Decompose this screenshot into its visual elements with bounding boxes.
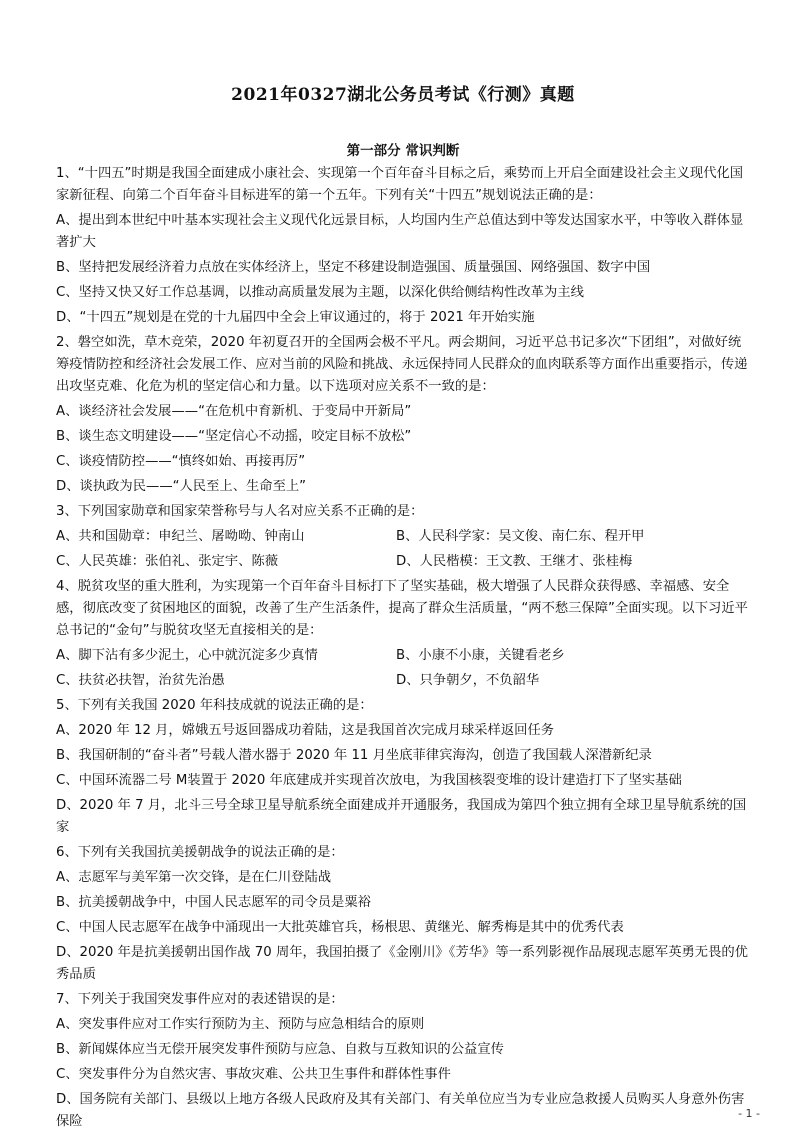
- option-d: D、2020 年 7 月，北斗三号全球卫星导航系统全面建成并开通服务，我国成为第四个独立拥有全球卫星导航系统的国家: [56, 798, 747, 835]
- option-a: A、2020 年 12 月，嫦娥五号返回器成功着陆，这是我国首次完成月球采样返回任务: [56, 723, 555, 738]
- option-c: C、谈疫情防控——“慎终如始、再接再厉”: [56, 454, 306, 469]
- option-b: B、谈生态文明建设——“坚定信心不动摇，咬定目标不放松”: [56, 429, 412, 444]
- option-row: [56, 551, 750, 573]
- option-c: C、坚持又快又好工作总基调，以推动高质量发展为主题，以深化供给侧结构性改革为主线: [56, 285, 584, 300]
- option-row: [56, 526, 750, 548]
- question-7: [56, 989, 750, 1133]
- option-b: B、人民科学家：吴文俊、南仁东、程开甲: [396, 529, 645, 544]
- option-c: C、中国环流器二号 M装置于 2020 年底建成并实现首次放电，为我国核裂变堆的设计建造打下了坚实基础: [56, 773, 682, 788]
- option-b: B、小康不小康，关键看老乡: [396, 648, 565, 663]
- option-b: B、抗美援朝战争中，中国人民志愿军的司令员是粟裕: [56, 895, 371, 910]
- question-4: [56, 576, 750, 692]
- option-d: D、国务院有关部门、县级以上地方各级人民政府及其有关部门、有关单位应当为专业应急救援人员购买人身意外伤害保险: [56, 1092, 745, 1129]
- page-number: - 1 -: [738, 1107, 760, 1120]
- question-stem: 2、磐空如洗，草木竞荣，2020 年初夏召开的全国两会极不平凡。两会期间，习近平总书记多次“下团组”，对做好统筹疫情防控和经济社会发展工作、应对当前的风险和挑战、永远保持同人民群众的血肉联系等方面作出重要指示，传递出攻坚克难、化危为机的坚定信心和力量。以下选项对应关系不一致的是：: [56, 335, 748, 394]
- option-c: C、人民英雄：张伯礼、张定宇、陈薇: [56, 554, 279, 569]
- option-d: D、只争朝夕，不负韶华: [396, 673, 540, 688]
- question-3: [56, 501, 750, 573]
- option-c: C、突发事件分为自然灾害、事故灾难、公共卫生事件和群体性事件: [56, 1067, 451, 1082]
- question-stem: 1、“十四五”时期是我国全面建成小康社会、实现第一个百年奋斗目标之后，乘势而上开启全面建设社会主义现代化国家新征程、向第二个百年奋斗目标进军的第一个五年。下列有关“十四五”规划说法正确的是：: [56, 166, 744, 203]
- option-d: D、人民楷模：王文教、王继才、张桂梅: [396, 554, 633, 569]
- option-a: A、脚下沾有多少泥土，心中就沉淀多少真情: [56, 648, 318, 663]
- option-b: B、我国研制的“奋斗者”号载人潜水器于 2020 年 11 月坐底菲律宾海沟，创造了我国载人深潜新纪录: [56, 748, 652, 763]
- document-title: 2021年0327湖北公务员考试《行测》真题: [231, 85, 575, 105]
- question-stem: 4、脱贫攻坚的重大胜利，为实现第一个百年奋斗目标打下了坚实基础，极大增强了人民群众获得感、幸福感、安全感，彻底改变了贫困地区的面貌，改善了生产生活条件，提高了群众生活质量，“两不愁三保障”全面实现。以下习近平总书记的“金句”与脱贫攻坚无直接相关的是：: [56, 579, 748, 638]
- option-row: [56, 645, 750, 667]
- question-1: [56, 163, 750, 329]
- question-5: [56, 695, 750, 839]
- section-title: 第一部分 常识判断: [346, 143, 460, 159]
- question-6: [56, 842, 750, 986]
- question-stem: 3、下列国家勋章和国家荣誉称号与人名对应关系不正确的是：: [56, 504, 424, 519]
- option-a: A、谈经济社会发展——“在危机中育新机、于变局中开新局”: [56, 404, 412, 419]
- option-d: D、“十四五”规划是在党的十九届四中全会上审议通过的，将于 2021 年开始实施: [56, 310, 535, 325]
- option-d: D、谈执政为民——“人民至上、生命至上”: [56, 479, 307, 494]
- option-b: B、坚持把发展经济着力点放在实体经济上，坚定不移建设制造强国、质量强国、网络强国、数字中国: [56, 260, 651, 275]
- option-c: C、中国人民志愿军在战争中涌现出一大批英雄官兵，杨根思、黄继光、解秀梅是其中的优秀代表: [56, 920, 624, 935]
- question-stem: 6、下列有关我国抗美援朝战争的说法正确的是：: [56, 845, 344, 860]
- option-c: C、扶贫必扶智，治贫先治愚: [56, 673, 225, 688]
- option-b: B、新闻媒体应当无偿开展突发事件预防与应急、自救与互救知识的公益宣传: [56, 1042, 504, 1057]
- option-a: A、共和国勋章：申纪兰、屠呦呦、钟南山: [56, 529, 305, 544]
- option-row: [56, 670, 750, 692]
- option-a: A、志愿军与美军第一次交锋，是在仁川登陆战: [56, 870, 332, 885]
- question-stem: 5、下列有关我国 2020 年科技成就的说法正确的是：: [56, 698, 373, 713]
- option-a: A、突发事件应对工作实行预防为主、预防与应急相结合的原则: [56, 1017, 425, 1032]
- question-2: [56, 332, 750, 498]
- option-a: A、提出到本世纪中叶基本实现社会主义现代化远景目标，人均国内生产总值达到中等发达国家水平，中等收入群体显著扩大: [56, 213, 744, 250]
- option-d: D、2020 年是抗美援朝出国作战 70 周年，我国拍摄了《金刚川》《芳华》等一系列影视作品展现志愿军英勇无畏的优秀品质: [56, 945, 748, 982]
- question-stem: 7、下列关于我国突发事件应对的表述错误的是：: [56, 992, 344, 1007]
